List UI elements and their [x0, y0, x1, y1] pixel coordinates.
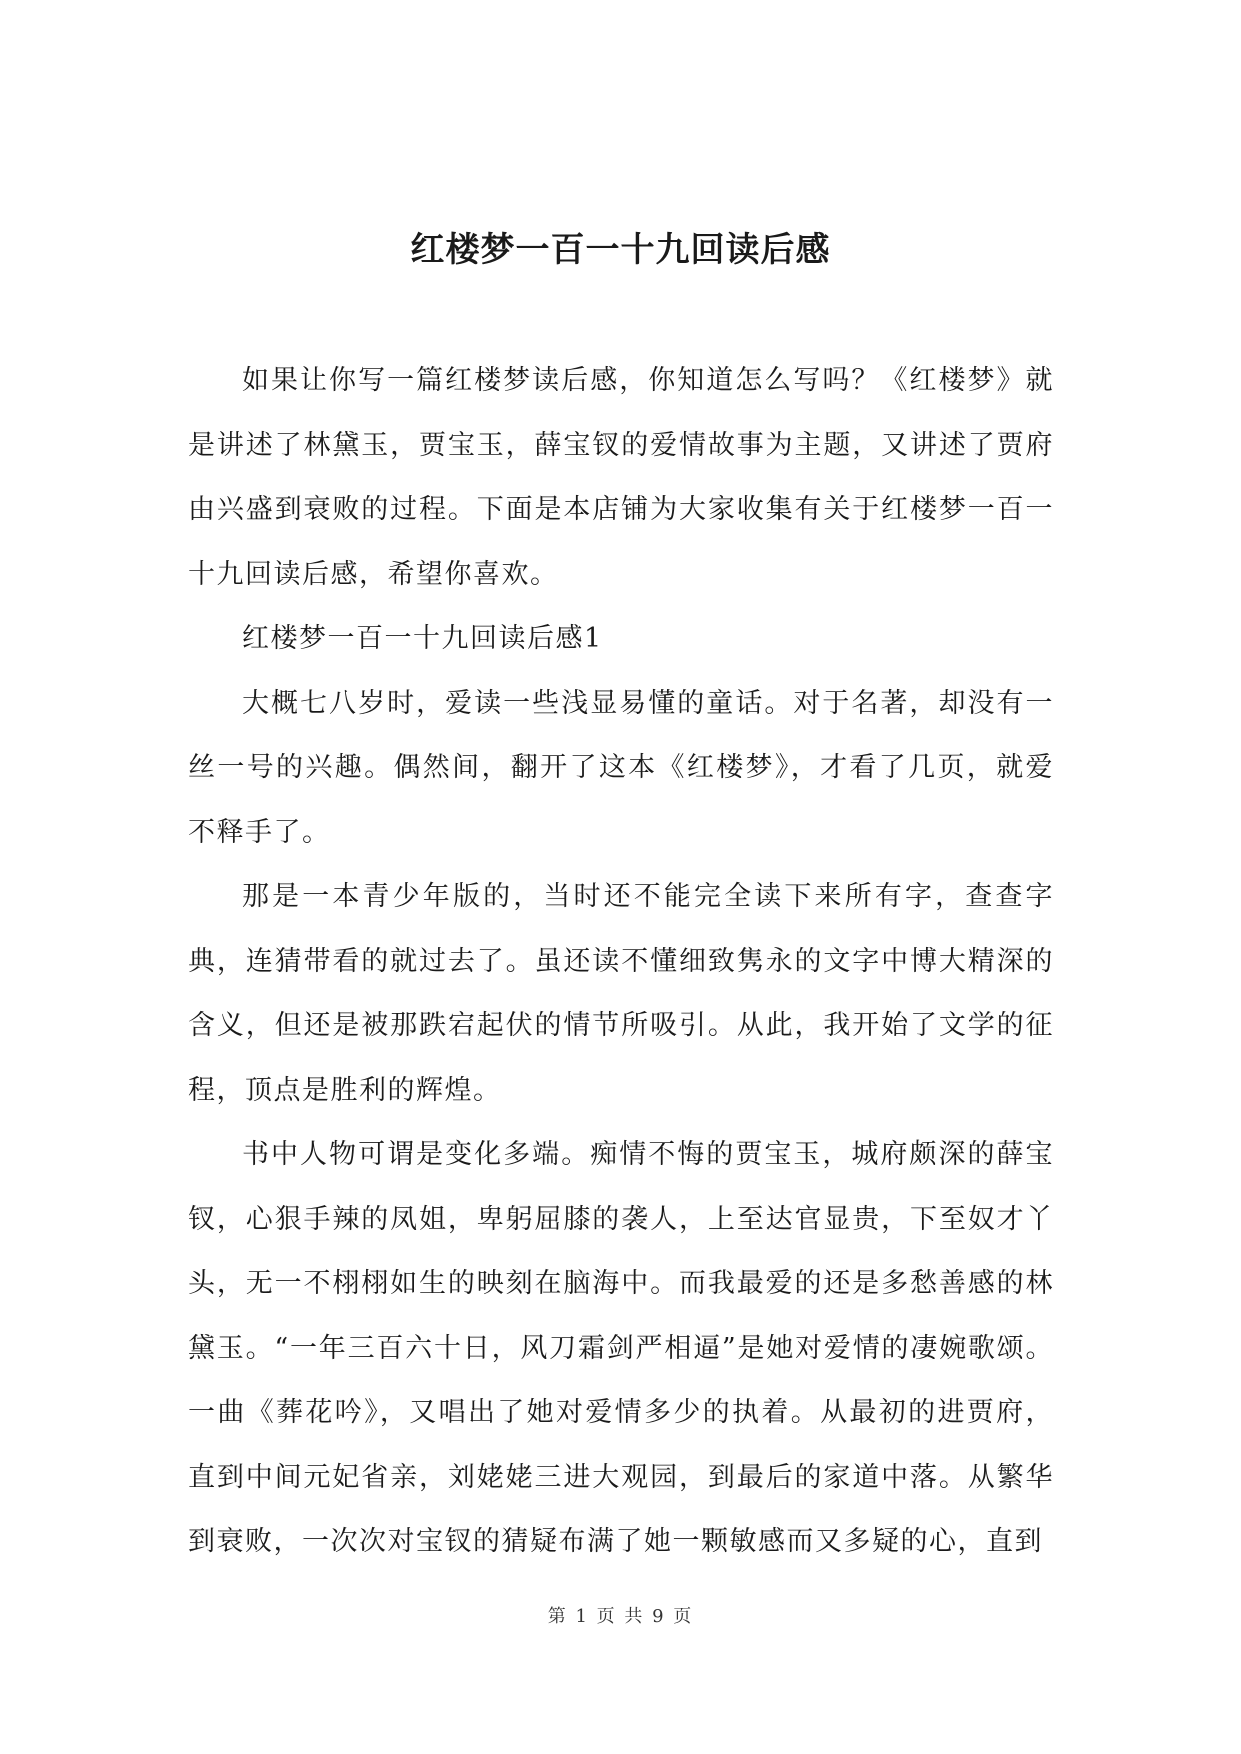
paragraph-intro: 如果让你写一篇红楼梦读后感，你知道怎么写吗？《红楼梦》就是讲述了林黛玉，贾宝玉，薛宝钗的爱情故事为主题，又讲述了贾府由兴盛到衰败的过程。下面是本店铺为大家收集有关于红楼梦一百一十九回读后感，希望你喜欢。 [188, 365, 1054, 590]
paragraph: 书中人物可谓是变化多端。痴情不悔的贾宝玉，城府颇深的薛宝钗，心狠手辣的凤姐，卑躬屈膝的袭人，上至达官显贵，下至奴才丫头，无一不栩栩如生的映刻在脑海中。而我最爱的还是多愁善感的林黛玉。“一年三百六十日，风刀霜剑严相逼”是她对爱情的凄婉歌颂。一曲《葬花吟》，又唱出了她对爱情多少的执着。从最初的进贾府，直到中间元妃省亲，刘姥姥三进大观园，到最后的家道中落。从繁华到衰败，一次次对宝钗的猜疑布满了她一颗敏感而又多疑的心，直到 [188, 1139, 1054, 1557]
paragraph: 大概七八岁时，爱读一些浅显易懂的童话。对于名著，却没有一丝一号的兴趣。偶然间，翻开了这本《红楼梦》，才看了几页，就爱不释手了。 [188, 687, 1054, 848]
document-title: 红楼梦一百一十九回读后感 [410, 230, 831, 270]
paragraph: 那是一本青少年版的，当时还不能完全读下来所有字，查查字典，连猜带看的就过去了。虽还读不懂细致隽永的文字中博大精深的含义，但还是被那跌宕起伏的情节所吸引。从此，我开始了文学的征程，顶点是胜利的辉煌。 [188, 881, 1054, 1106]
document-body [188, 349, 1054, 1575]
page-number-footer: 第 1 页 共 9 页 [547, 1606, 694, 1627]
section-heading: 红楼梦一百一十九回读后感1 [242, 623, 603, 654]
